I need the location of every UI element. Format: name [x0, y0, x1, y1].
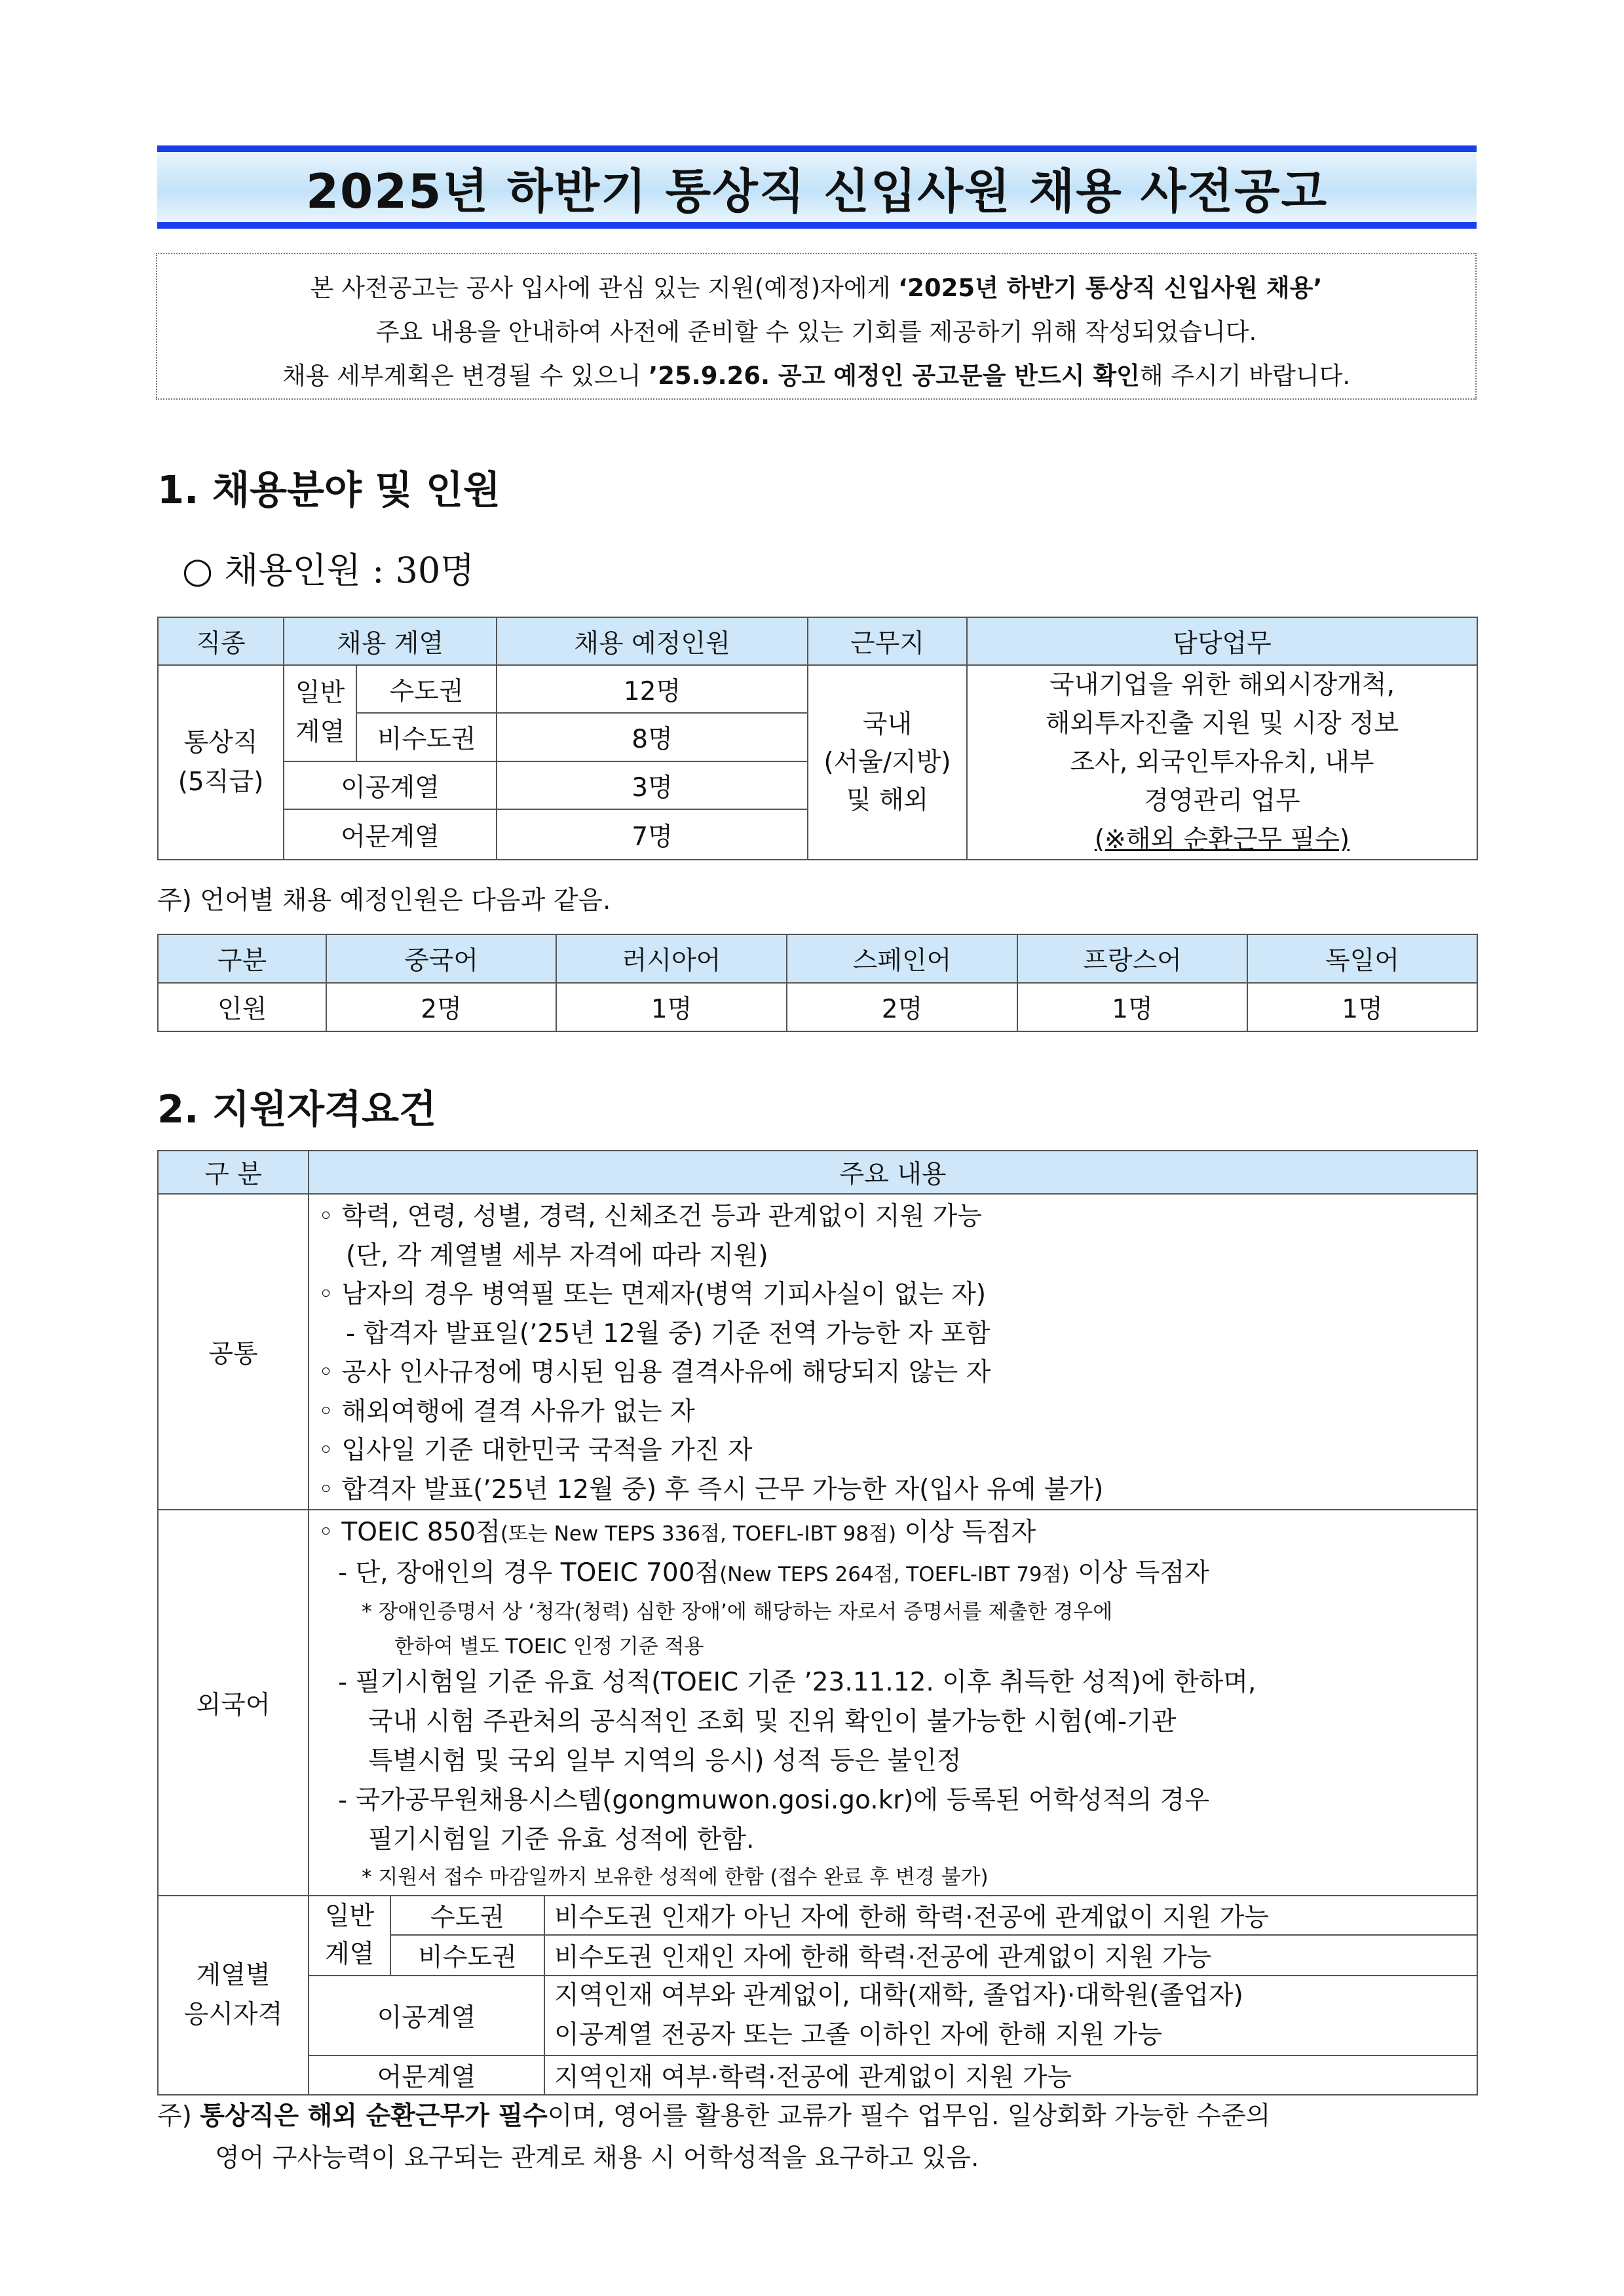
track-desc: 지역인재 여부·학력·전공에 관계없이 지원 가능 [544, 2056, 1477, 2095]
common-line: ◦ 학력, 연령, 성별, 경력, 신체조건 등과 관계없이 지원 가능 [318, 1202, 982, 1231]
count-cell: 1명 [1247, 983, 1477, 1031]
common-line: - 합격자 발표일(’25년 12월 중) 기준 전역 가능한 자 포함 [346, 1318, 991, 1349]
language-content [309, 1510, 1477, 1896]
language-text: 이상 득점자 [1069, 1558, 1209, 1588]
notice-text: 해 주시기 바랍니다. [1139, 362, 1351, 390]
track-name: 이공계열 [309, 1976, 544, 2056]
qualification-table [157, 1150, 1478, 2095]
track-cell: 어문계열 [284, 809, 497, 860]
section-2-heading: 2. 지원자격요건 [157, 1086, 436, 1132]
track-cell: 비수도권 [356, 713, 497, 761]
track-cell: 이공계열 [284, 761, 497, 809]
qualification-header-row [158, 1151, 1477, 1194]
track-desc: 비수도권 인재인 자에 한해 학력·전공에 관계없이 지원 가능 [544, 1935, 1477, 1976]
header-cell: 근무지 [808, 617, 967, 665]
language-text: 이상 득점자 [896, 1518, 1036, 1547]
language-note: 주) 언어별 채용 예정인원은 다음과 같음. [157, 886, 611, 915]
language-header-row [158, 934, 1477, 983]
row-label: 인원 [158, 983, 326, 1031]
notice-line-1 [157, 266, 1475, 310]
general-label: 일반 [295, 678, 345, 708]
general-label: 계열 [324, 1940, 375, 1969]
common-line: ◦ 남자의 경우 병역필 또는 면제자(병역 기피사실이 없는 자) [318, 1280, 987, 1309]
common-line: ◦ 입사일 기준 대한민국 국적을 가진 자 [318, 1436, 753, 1465]
table-row [158, 665, 1477, 713]
footnote-line [157, 2097, 1477, 2136]
common-label: 공통 [158, 1194, 309, 1510]
track-cell: 수도권 [356, 665, 497, 713]
language-text: - 단, 장애인의 경우 TOEIC 700점 [338, 1558, 720, 1588]
language-text-small: (New TEPS 264점, TOEFL-IBT 79점) [719, 1563, 1070, 1586]
track-name: 수도권 [390, 1896, 544, 1935]
language-line [318, 1513, 1477, 1554]
count-cell: 2명 [787, 983, 1017, 1031]
notice-emphasis: ’25.9.26. 공고 예정인 공고문을 반드시 확인 [649, 362, 1140, 390]
track-req-row [158, 1896, 1477, 1935]
footnote-line: 영어 구사능력이 요구되는 관계로 채용 시 어학성적을 요구하고 있음. [215, 2143, 979, 2173]
language-line: - 필기시험일 기준 유효 성적(TOEIC 기준 ’23.11.12. 이후 취득한 성적)에 한하며, [338, 1668, 1256, 1697]
notice-line-2: 주요 내용을 안내하여 사전에 준비할 수 있는 기회를 제공하기 위해 작성되었습니다. [375, 318, 1257, 346]
count-cell: 8명 [497, 713, 808, 761]
count-cell: 3명 [497, 761, 808, 809]
track-req-row [158, 2056, 1477, 2095]
header-cell: 채용 계열 [284, 617, 497, 665]
header-cell: 중국어 [326, 934, 556, 983]
language-line: - 국가공무원채용시스템(gongmuwon.gosi.go.kr)에 등록된 어학성적의 경우 [338, 1786, 1210, 1815]
job-type: 통상직 [183, 727, 258, 757]
count-cell: 2명 [326, 983, 556, 1031]
header-cell: 채용 예정인원 [497, 617, 808, 665]
language-text: ◦ TOEIC 850점 [318, 1518, 500, 1547]
job-type-cell [158, 665, 284, 860]
common-line: (단, 각 계열별 세부 자격에 따라 지원) [346, 1240, 768, 1271]
duty-line: 해외투자진출 지원 및 시장 정보 [1045, 709, 1399, 738]
language-line: * 장애인증명서 상 ‘청각(청력) 심한 장애’에 해당하는 자로서 증명서를 제출한 경우에 [362, 1600, 1113, 1624]
language-req-row [158, 1510, 1477, 1896]
track-desc-line: 이공계열 전공자 또는 고졸 이하인 자에 한해 지원 가능 [554, 2020, 1163, 2050]
header-cell: 프랑스어 [1017, 934, 1247, 983]
header-cell: 러시아어 [556, 934, 787, 983]
count-cell: 7명 [497, 809, 808, 860]
notice-emphasis: ‘2025년 하반기 통상직 신입사원 채용’ [898, 274, 1323, 302]
header-cell: 스페인어 [787, 934, 1017, 983]
header-cell: 주요 내용 [309, 1151, 1477, 1194]
header-cell: 구분 [158, 934, 326, 983]
language-line [318, 1554, 1477, 1594]
language-line: 한하여 별도 TOEIC 인정 기준 적용 [394, 1635, 704, 1658]
track-label-cell [158, 1896, 309, 2095]
general-label: 일반 [324, 1902, 375, 1931]
recruitment-table [157, 617, 1478, 860]
track-name: 어문계열 [309, 2056, 544, 2095]
language-line: * 지원서 접수 마감일까지 보유한 성적에 한함 (접수 완료 후 변경 불가) [362, 1866, 989, 1889]
track-desc-line: 지역인재 여부와 관계없이, 대학(재학, 졸업자)·대학원(졸업자) [554, 1981, 1243, 2010]
common-line: ◦ 해외여행에 결격 사유가 없는 자 [318, 1396, 695, 1426]
count-cell: 12명 [497, 665, 808, 713]
header-cell: 담당업무 [967, 617, 1477, 665]
footnote-text: 이며, 영어를 활용한 교류가 필수 업무임. 일상회화 가능한 수준의 [547, 2101, 1271, 2131]
header-cell: 직종 [158, 617, 284, 665]
common-content [309, 1194, 1477, 1510]
common-row [158, 1194, 1477, 1510]
section-1-heading: 1. 채용분야 및 인원 [157, 467, 501, 512]
page-title: 2025년 하반기 통상직 신입사원 채용 사전공고 [305, 163, 1329, 219]
track-desc: 비수도권 인재가 아닌 자에 한해 학력·전공에 관계없이 지원 가능 [544, 1896, 1477, 1935]
general-track-cell [284, 665, 356, 761]
header-cell: 구 분 [158, 1151, 309, 1194]
title-banner [157, 145, 1477, 229]
header-cell: 독일어 [1247, 934, 1477, 983]
general-label: 계열 [295, 718, 345, 748]
count-cell: 1명 [556, 983, 787, 1031]
notice-line-3 [157, 354, 1475, 398]
notice-text: 채용 세부계획은 변경될 수 있으니 [282, 362, 649, 390]
language-table [157, 934, 1478, 1032]
language-row [158, 983, 1477, 1031]
location-line: 국내 [862, 709, 913, 739]
headcount-line: ○ 채용인원 : 30명 [182, 550, 475, 591]
location-line: (서울/지방) [823, 747, 951, 777]
notice-text: 본 사전공고는 공사 입사에 관심 있는 지원(예정)자에게 [310, 274, 899, 302]
general-track-cell [309, 1896, 390, 1976]
duty-line: 조사, 외국인투자유치, 내부 [1070, 748, 1374, 777]
common-line: ◦ 공사 인사규정에 명시된 임용 결격사유에 해당되지 않는 자 [318, 1358, 991, 1387]
language-label: 외국어 [158, 1510, 309, 1896]
footnote-text: 주) [157, 2101, 200, 2131]
language-line: 특별시험 및 국외 일부 지역의 응시) 성적 등은 불인정 [368, 1746, 962, 1776]
duty-line: 국내기업을 위한 해외시장개척, [1049, 670, 1395, 700]
footnote [157, 2097, 1477, 2178]
location-cell [808, 665, 967, 860]
track-req-row [158, 1976, 1477, 2056]
common-line: ◦ 합격자 발표(’25년 12월 중) 후 즉시 근무 가능한 자(입사 유예 불가) [318, 1474, 1104, 1504]
job-grade: (5직급) [178, 767, 264, 797]
track-label: 계열별 [196, 1961, 271, 1990]
language-line: 국내 시험 주관처의 공식적인 조회 및 진위 확인이 불가능한 시험(예-기관 [368, 1707, 1177, 1736]
track-desc [544, 1976, 1477, 2056]
track-name: 비수도권 [390, 1935, 544, 1976]
location-line: 및 해외 [846, 785, 929, 815]
table-header-row [158, 617, 1477, 665]
track-label: 응시자격 [183, 2000, 283, 2029]
language-line: 필기시험일 기준 유효 성적에 한함. [368, 1825, 755, 1854]
duty-line: 경영관리 업무 [1144, 786, 1300, 816]
duty-line-rotation: (※해외 순환근무 필수) [1094, 825, 1350, 854]
language-text-small: (또는 New TEPS 336점, TOEFL-IBT 98점) [500, 1522, 897, 1546]
notice-box [156, 253, 1477, 400]
footnote-emphasis: 통상직은 해외 순환근무가 필수 [200, 2101, 548, 2131]
count-cell: 1명 [1017, 983, 1247, 1031]
duties-cell [967, 665, 1477, 860]
